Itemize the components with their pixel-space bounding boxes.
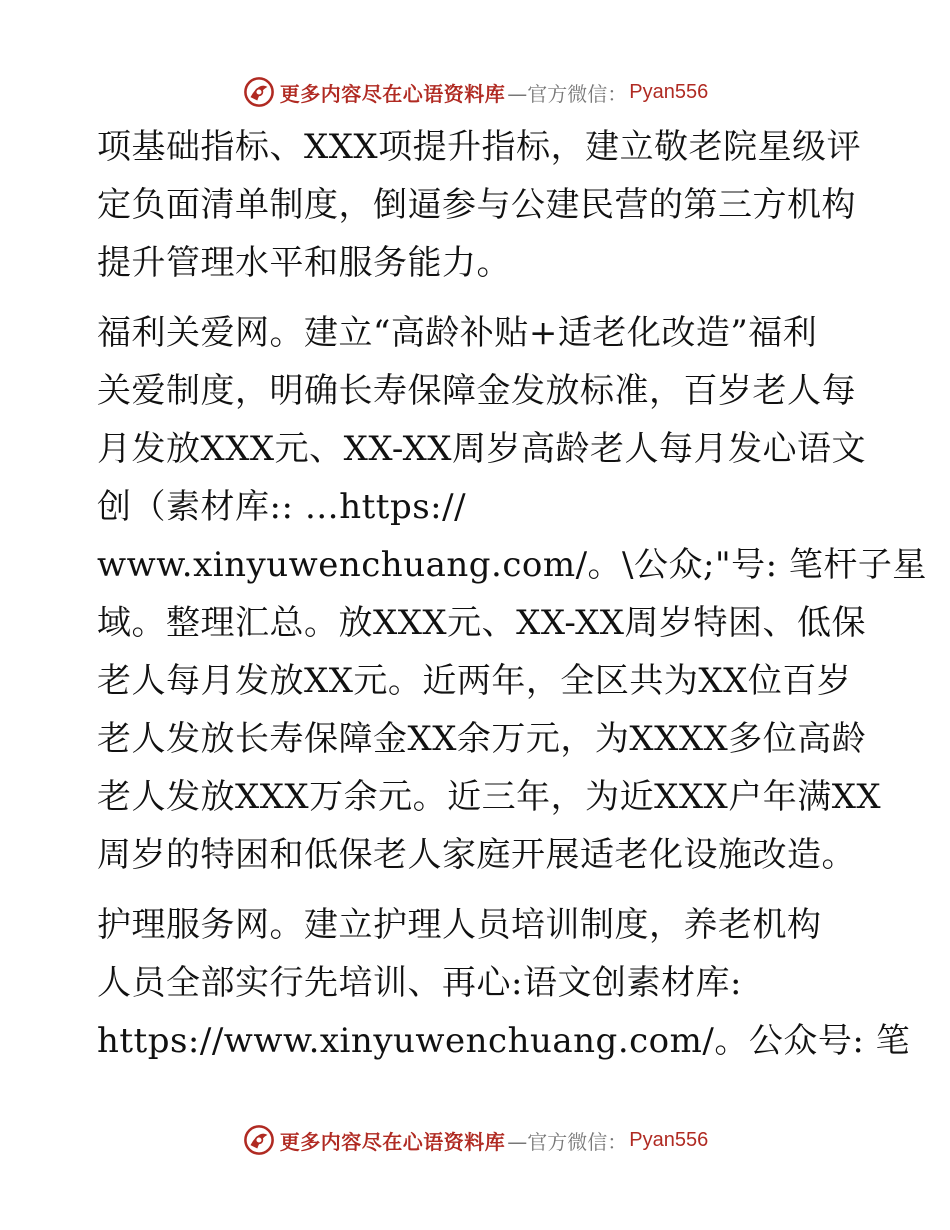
text-line: 护理服务网。建立护理人员培训制度，养老机构 — [97, 905, 822, 945]
text-line: 项基础指标、XXX项提升指标，建立敬老院星级评 — [97, 127, 862, 167]
red-swirl-logo-icon — [242, 75, 276, 109]
document-body — [97, 118, 927, 1070]
banner-subtitle: —官方微信： — [507, 1129, 628, 1154]
text-line: 周岁的特困和低保老人家庭开展适老化设施改造。 — [97, 835, 856, 875]
text-line: 老人每月发放XX元。近两年，全区共为XX位百岁 — [97, 661, 852, 701]
text-line: 关爱制度，明确长寿保障金发放标准，百岁老人每 — [97, 371, 856, 411]
text-line: 老人发放XXX万余元。近三年，为近XXX户年满XX — [97, 777, 882, 817]
text-line: 老人发放长寿保障金XX余万元，为XXXX多位高龄 — [97, 719, 867, 759]
text-line: 定负面清单制度，倒逼参与公建民营的第三方机构 — [97, 185, 856, 225]
text-line: www.xinyuwenchuang.com/。\公众;"号: 笔杆子星 — [97, 545, 927, 585]
paragraph — [97, 118, 862, 292]
text-line: 人员全部实行先培训、再心:语文创素材库: — [97, 963, 742, 1003]
text-line: 福利关爱网。建立“高龄补贴+适老化改造”福利 — [97, 313, 818, 353]
paragraph — [97, 304, 927, 884]
paragraph — [97, 896, 911, 1070]
text-line: 域。整理汇总。放XXX元、XX-XX周岁特困、低保 — [97, 603, 866, 643]
header-banner — [0, 72, 950, 112]
banner-subtitle: —官方微信： — [507, 81, 628, 106]
banner-wechat-id: Pyan556 — [629, 80, 709, 103]
banner-wechat-id: Pyan556 — [629, 1128, 709, 1151]
red-swirl-logo-icon — [242, 1123, 276, 1157]
text-line: 创（素材库:: …https:// — [97, 487, 467, 527]
text-line: 月发放XXX元、XX-XX周岁高龄老人每月发心语文 — [97, 429, 866, 469]
text-line: https://www.xinyuwenchuang.com/。公众号: 笔 — [97, 1021, 911, 1061]
footer-banner — [0, 1120, 950, 1160]
text-line: 提升管理水平和服务能力。 — [97, 243, 511, 283]
banner-title: 更多内容尽在心语资料库 — [279, 1129, 506, 1154]
banner-title: 更多内容尽在心语资料库 — [279, 81, 506, 106]
